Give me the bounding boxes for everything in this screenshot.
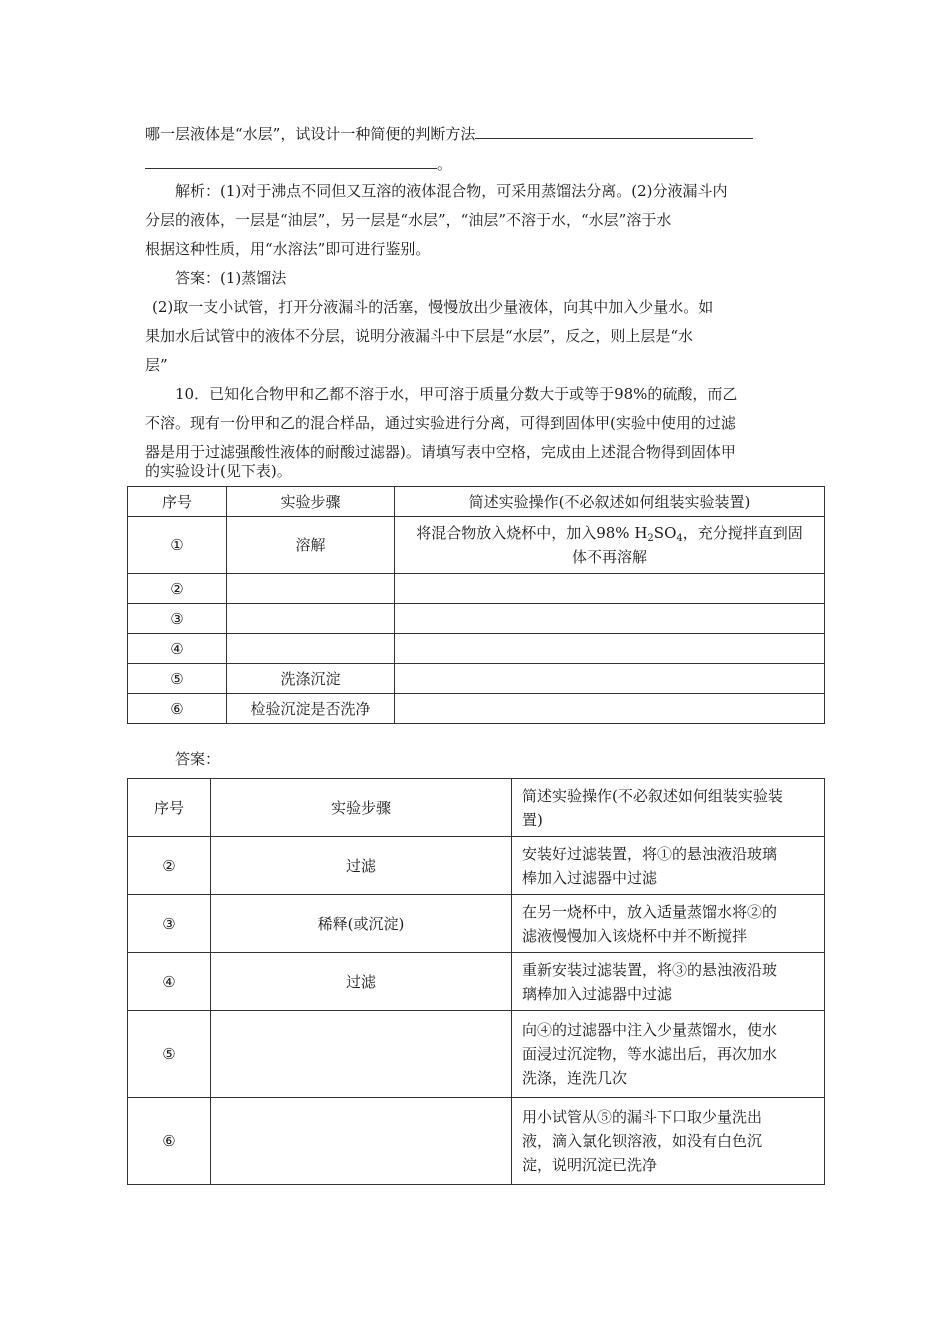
row-op-line2: 体不再溶解 [571,548,647,566]
row-op [395,664,825,694]
row-op [395,604,825,634]
table-row [128,574,825,604]
row-no: ① [128,517,227,574]
row-no: ④ [128,953,211,1011]
answer-table [127,778,825,1185]
row-no: ⑤ [128,664,227,694]
table-row [128,1011,825,1098]
row-step [211,1098,512,1185]
answer-line2: (2)取一支小试管，打开分液漏斗的活塞，慢慢放出少量液体，向其中加入少量水。如 [152,298,714,316]
table-row [128,517,825,574]
row-step: 过滤 [211,953,512,1011]
header-step: 实验步骤 [211,779,512,837]
row-no: ③ [128,895,211,953]
row-no: ⑥ [128,1098,211,1185]
q10-line3: 器是用于过滤强酸性液体的耐酸过滤器)。请填写表中空格，完成由上述混合物得到固体甲 [145,443,736,461]
row-op: 重新安装过滤装置，将③的悬浊液沿玻 璃棒加入过滤器中过滤 [512,953,825,1011]
q9-line1 [145,122,753,144]
row-no: ③ [128,604,227,634]
row-op: 在另一烧杯中，放入适量蒸馏水将②的 滤液慢慢加入该烧杯中并不断搅拌 [512,895,825,953]
table-row [128,1098,825,1185]
q10-line4: 的实验设计(见下表)。 [145,462,292,480]
row-op: 用小试管从⑤的漏斗下口取少量洗出 液，滴入氯化钡溶液，如没有白色沉 淀，说明沉淀已洗净 [512,1098,825,1185]
analysis-line3: 根据这种性质，用“水溶法”即可进行鉴别。 [145,240,431,258]
experiment-table [127,486,825,724]
table-row [128,837,825,895]
row-step [211,1011,512,1098]
table-header-row [128,487,825,517]
row-op [395,694,825,724]
analysis-line1: 解析：(1)对于沸点不同但又互溶的液体混合物，可采用蒸馏法分离。(2)分液漏斗内 [175,182,728,200]
answer-label: 答案： [175,750,221,768]
row-op [395,517,825,574]
answer-blank-1 [475,122,753,139]
header-op: 简述实验操作(不必叙述如何组装实验装置) [395,487,825,517]
q10-line2: 不溶。现有一份甲和乙的混合样品，通过实验进行分离，可得到固体甲(实验中使用的过滤 [145,414,736,432]
row-no: ⑥ [128,694,227,724]
table-header-row [128,779,825,837]
header-step: 实验步骤 [227,487,395,517]
row-no: ⑤ [128,1011,211,1098]
row-op [395,574,825,604]
table-row [128,664,825,694]
row-step [227,574,395,604]
q9-line1-text: 哪一层液体是“水层”，试设计一种简便的判断方法 [145,125,476,143]
row-step: 溶解 [227,517,395,574]
row-op: 向④的过滤器中注入少量蒸馏水，使水 面浸过沉淀物，等水滤出后，再次加水 洗涤，连洗几次 [512,1011,825,1098]
answer-line4: 层” [145,356,168,374]
row-op [395,634,825,664]
answer-line3: 果加水后试管中的液体不分层，说明分液漏斗中下层是“水层”，反之，则上层是“水 [145,327,694,345]
header-no: 序号 [128,487,227,517]
row-step: 稀释(或沉淀) [211,895,512,953]
q10-line1: 10．已知化合物甲和乙都不溶于水，甲可溶于质量分数大于或等于98%的硫酸，而乙 [175,385,738,403]
header-no: 序号 [128,779,211,837]
answer-line1: 答案：(1)蒸馏法 [175,269,287,287]
row-no: ④ [128,634,227,664]
row-step: 检验沉淀是否洗净 [227,694,395,724]
table-row [128,634,825,664]
row-op: 安装好过滤装置，将①的悬浊液沿玻璃 棒加入过滤器中过滤 [512,837,825,895]
row-step [227,604,395,634]
answer-blank-2 [145,152,437,169]
analysis-line2: 分层的液体，一层是“油层”，另一层是“水层”，“油层”不溶于水，“水层”溶于水 [145,211,672,229]
row-step: 洗涤沉淀 [227,664,395,694]
table-row [128,953,825,1011]
row-op-line1: 将混合物放入烧杯中，加入98% $H_2SO_4$，充分搅拌直到固 [416,524,803,544]
table-row [128,895,825,953]
row-step: 过滤 [211,837,512,895]
row-no: ② [128,574,227,604]
row-step [227,634,395,664]
q9-line2: 。 [145,152,452,174]
table-row [128,604,825,634]
header-op: 简述实验操作(不必叙述如何组装实验装 置) [512,779,825,837]
row-no: ② [128,837,211,895]
table-row [128,694,825,724]
